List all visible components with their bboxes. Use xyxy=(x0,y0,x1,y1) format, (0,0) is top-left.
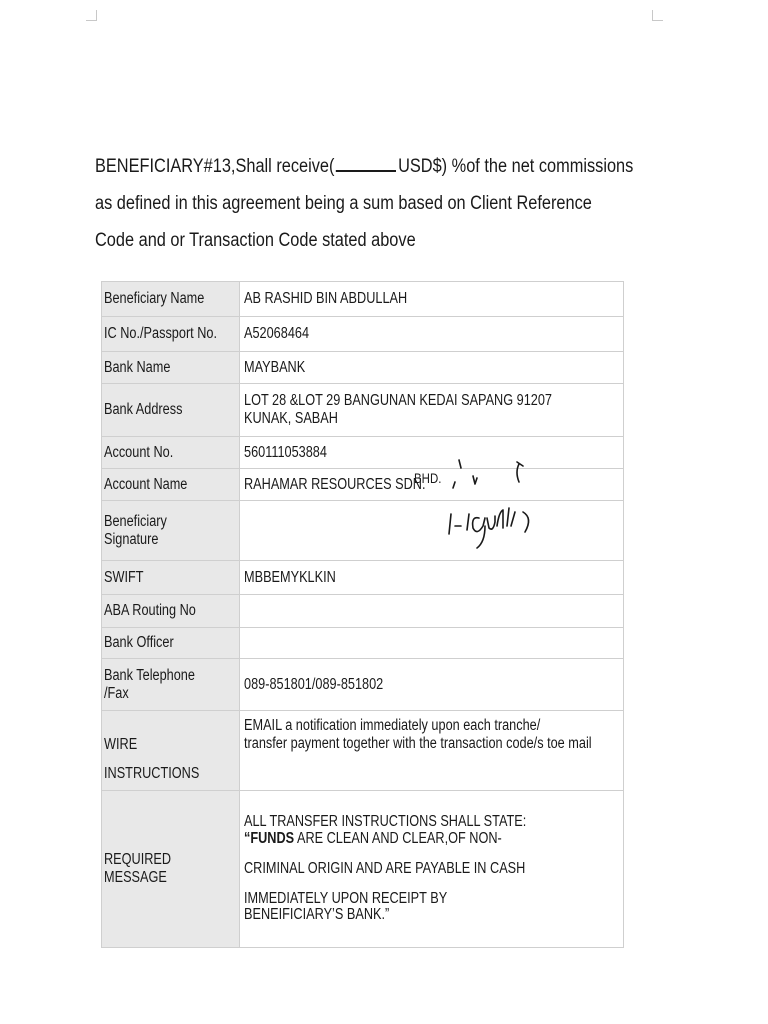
label-cell xyxy=(102,352,240,384)
value-cell xyxy=(240,595,624,628)
bank-name-value: MAYBANK xyxy=(244,358,306,376)
bank-officer-label: Bank Officer xyxy=(104,634,174,651)
required-message-line-5: BENEIFICIARY’S BANK.” xyxy=(244,906,390,924)
table-row xyxy=(102,711,624,791)
label-cell xyxy=(102,317,240,352)
table-row xyxy=(102,628,624,659)
table-row xyxy=(102,659,624,711)
wire-label-line-1: WIRE xyxy=(104,735,138,753)
wire-label-line-2: INSTRUCTIONS xyxy=(104,764,200,782)
label-cell xyxy=(102,659,240,711)
bank-address-line-1: LOT 28 &LOT 29 BANGUNAN KEDAI SAPANG 91207 xyxy=(244,392,553,409)
wire-instructions-line-1: EMAIL a notification immediately upon each tranche/ xyxy=(244,717,541,734)
bank-name-label: Bank Name xyxy=(104,358,171,376)
value-cell xyxy=(240,384,624,437)
bank-telephone-label-line-2: /Fax xyxy=(104,684,129,702)
funds-bold-word: “FUNDS xyxy=(244,829,295,847)
table-row xyxy=(102,282,624,317)
required-message-line-3: CRIMINAL ORIGIN AND ARE PAYABLE IN CASH xyxy=(244,859,526,877)
account-no-value: 560111053884 xyxy=(244,443,327,461)
required-message-line-2-rest: ARE CLEAN AND CLEAR,OF NON- xyxy=(294,829,502,847)
table-row xyxy=(102,384,624,437)
bank-telephone-label-line-1: Bank Telephone xyxy=(104,666,195,684)
wire-instructions-line-2: transfer payment together with the transaction code/s toe mail xyxy=(244,735,592,752)
account-no-label: Account No. xyxy=(104,443,174,461)
aba-routing-label: ABA Routing No xyxy=(104,602,196,619)
crop-mark-top-left xyxy=(86,10,97,21)
beneficiary-name-label: Beneficiary Name xyxy=(104,290,205,307)
label-cell xyxy=(102,561,240,595)
ic-passport-label: IC No./Passport No. xyxy=(104,325,218,342)
label-cell xyxy=(102,595,240,628)
line-gap xyxy=(244,847,623,861)
beneficiary-details-table xyxy=(101,281,624,948)
value-cell xyxy=(240,628,624,659)
label-cell xyxy=(102,282,240,317)
table-row xyxy=(102,317,624,352)
beneficiary-name-value: AB RASHID BIN ABDULLAH xyxy=(244,290,408,307)
label-cell xyxy=(102,437,240,469)
value-cell xyxy=(240,317,624,352)
intro-paragraph xyxy=(95,148,635,259)
account-name-text: RAHAMAR RESOURCES SDN. xyxy=(244,475,426,493)
crop-mark-top-right xyxy=(652,10,663,21)
label-cell xyxy=(102,791,240,948)
value-cell xyxy=(240,791,624,948)
bank-telephone-value: 089-851801/089-851802 xyxy=(244,675,384,693)
amount-blank-line xyxy=(336,152,396,172)
required-message-line-2 xyxy=(244,831,502,847)
signature-label-line-1: Beneficiary xyxy=(104,512,167,530)
line-gap xyxy=(244,877,623,891)
swift-value: MBBEMYKLKIN xyxy=(244,568,336,586)
label-cell xyxy=(102,384,240,437)
label-cell xyxy=(102,711,240,791)
value-cell xyxy=(240,282,624,317)
value-cell xyxy=(240,561,624,595)
table-row xyxy=(102,791,624,948)
intro-text-start: BENEFICIARY#13,Shall receive( xyxy=(95,156,335,177)
required-message-label-line-1: REQUIRED xyxy=(104,851,172,868)
table-row xyxy=(102,561,624,595)
swift-label: SWIFT xyxy=(104,568,144,586)
required-message-label-line-2: MESSAGE xyxy=(104,869,167,886)
ic-passport-value: A52068464 xyxy=(244,325,310,342)
table-row xyxy=(102,352,624,384)
table-row xyxy=(102,595,624,628)
bank-address-label: Bank Address xyxy=(104,401,183,418)
required-message-line-1: ALL TRANSFER INSTRUCTIONS SHALL STATE: xyxy=(244,813,527,831)
label-cell xyxy=(102,501,240,561)
signature-label-line-2: Signature xyxy=(104,530,159,548)
account-name-label: Account Name xyxy=(104,475,188,493)
label-cell xyxy=(102,628,240,659)
value-cell xyxy=(240,711,624,791)
intro-text-end: USD$) %of the net commissions as defined in this agreement being a sum based on Client Reference Code and or Transaction Code stated above xyxy=(95,156,634,251)
account-name-handwritten-suffix: BHD. xyxy=(414,469,442,486)
required-message-line-4: IMMEDIATELY UPON RECEIPT BY xyxy=(244,890,448,908)
handwritten-signature xyxy=(415,452,555,562)
label-cell xyxy=(102,469,240,501)
value-cell xyxy=(240,659,624,711)
bank-address-line-2: KUNAK, SABAH xyxy=(244,410,338,427)
value-cell xyxy=(240,352,624,384)
